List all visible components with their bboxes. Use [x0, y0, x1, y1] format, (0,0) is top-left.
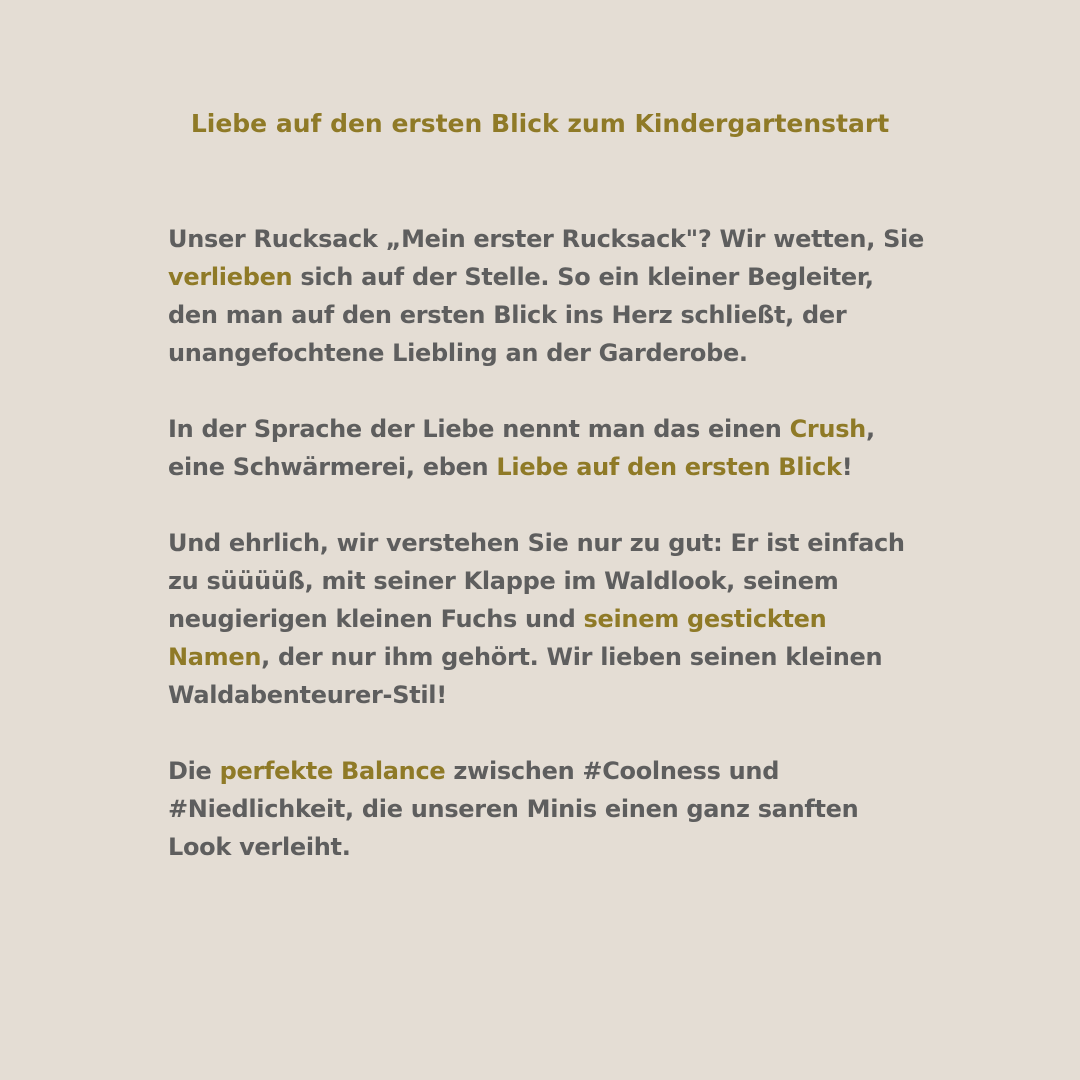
text-segment: Die [168, 757, 220, 785]
text-segment: Unser Rucksack „Mein erster Rucksack"? Wir wetten, Sie [168, 225, 924, 253]
text-segment: , [865, 415, 875, 443]
text-line [168, 448, 928, 486]
text-segment: neugierigen kleinen Fuchs und [168, 605, 584, 633]
text-line [168, 296, 928, 334]
text-segment: zu süüüüß, mit seiner Klappe im Waldlook, seinem [168, 567, 839, 595]
text-line [168, 790, 928, 828]
article-body [168, 220, 928, 904]
text-line [168, 410, 928, 448]
text-segment: den man auf den ersten Blick ins Herz schließt, der [168, 301, 847, 329]
text-segment: unangefochtene Liebling an der Garderobe. [168, 339, 748, 367]
text-line [168, 752, 928, 790]
text-line [168, 676, 928, 714]
highlighted-text: verlieben [168, 263, 293, 291]
text-line [168, 524, 928, 562]
text-line [168, 638, 928, 676]
text-segment: zwischen #Coolness und [445, 757, 780, 785]
text-line [168, 828, 928, 866]
highlighted-text: Crush [789, 415, 866, 443]
paragraph [168, 220, 928, 372]
page-title: Liebe auf den ersten Blick zum Kindergartenstart [190, 109, 890, 138]
highlighted-text: perfekte Balance [219, 757, 446, 785]
text-segment: In der Sprache der Liebe nennt man das einen [168, 415, 790, 443]
text-segment: sich auf der Stelle. So ein kleiner Begleiter, [292, 263, 874, 291]
text-line [168, 600, 928, 638]
text-segment: Waldabenteurer-Stil! [168, 681, 447, 709]
text-line [168, 334, 928, 372]
text-segment: Look verleiht. [168, 833, 351, 861]
highlighted-text: seinem gestickten [583, 605, 827, 633]
highlighted-text: Namen [168, 643, 262, 671]
text-segment: #Niedlichkeit, die unseren Minis einen ganz sanften [168, 795, 859, 823]
paragraph [168, 524, 928, 714]
text-line [168, 562, 928, 600]
text-segment: eine Schwärmerei, eben [168, 453, 497, 481]
highlighted-text: Liebe auf den ersten Blick [496, 453, 842, 481]
text-segment: , der nur ihm gehört. Wir lieben seinen kleinen [261, 643, 883, 671]
text-line [168, 258, 928, 296]
paragraph [168, 410, 928, 486]
text-line [168, 220, 928, 258]
paragraph [168, 752, 928, 866]
text-segment: Und ehrlich, wir verstehen Sie nur zu gut: Er ist einfach [168, 529, 905, 557]
text-segment: ! [841, 453, 853, 481]
